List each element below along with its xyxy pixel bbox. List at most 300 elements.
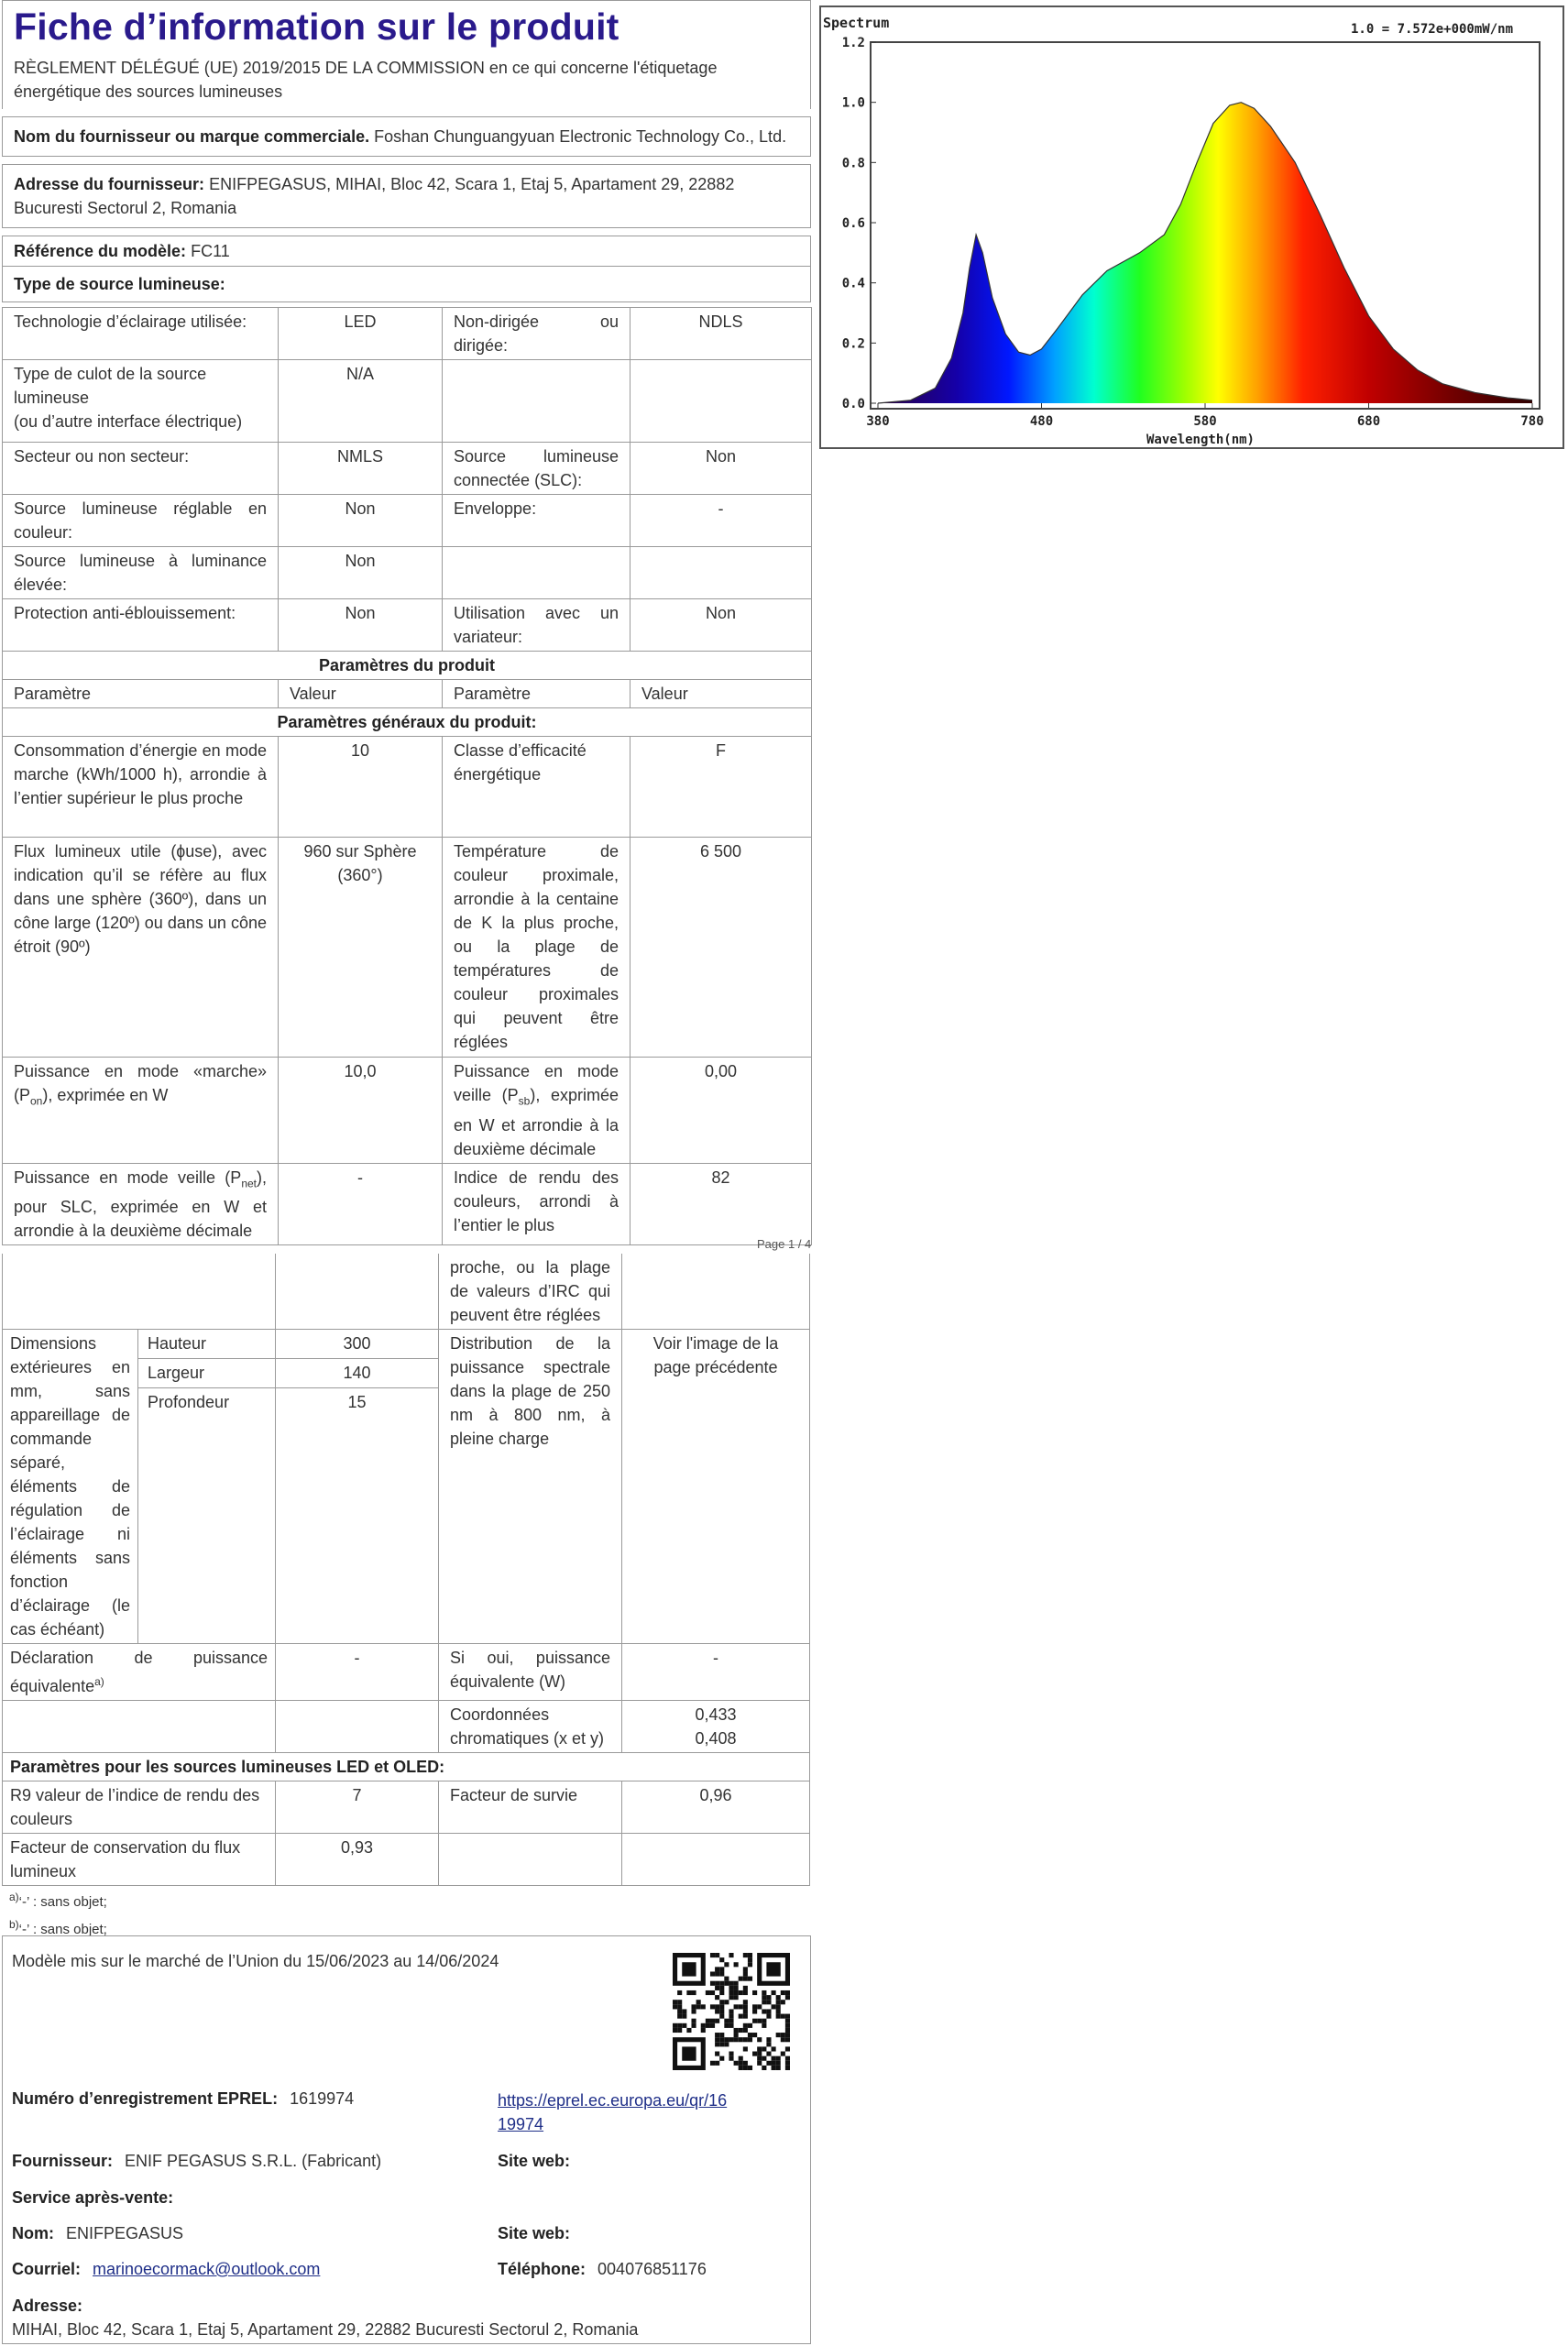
y-tick-label: 0.6 [841,216,865,231]
model-row [2,236,811,267]
table-cell: Enveloppe: [443,495,630,547]
qr-module [772,2066,776,2070]
qr-module [682,2023,686,2028]
table-cell: Dimensions extérieures en mm, sans appareillage de commande séparé, éléments de régulation de l’éclairage ni éléments sans fonction d’éclairage (le cas échéant) [3,1330,138,1644]
qr-module [781,2000,785,2004]
address-label: Adresse du fournisseur: [14,175,205,193]
qr-module [710,2061,715,2066]
qr-module [748,2033,752,2037]
equiv-label: Déclaration de puissance équivalente [10,1649,268,1695]
qr-module [691,2009,696,2013]
table-cell: 140 [276,1359,439,1388]
table-cell [622,1254,810,1330]
column-header: Valeur [630,680,812,708]
qr-module [739,1990,743,1995]
psb-sub: sb [518,1094,531,1108]
table-cell: Utilisation avec un variateur: [443,599,630,652]
name-value: ENIFPEGASUS [66,2224,184,2242]
table-cell: Distribution de la puissance spectrale dans la plage de 250 nm à 800 nm, à pleine charge [439,1330,622,1644]
regulation-text: RÈGLEMENT DÉLÉGUÉ (UE) 2019/2015 DE LA COMMISSION en ce qui concerne l'étiquetage énergétique des sources lumineuses [14,59,718,101]
qr-module [724,1977,729,1981]
qr-module [776,2009,781,2013]
website2-label [498,2221,570,2245]
led-params-heading: Paramètres pour les sources lumineuses LED et OLED: [3,1753,810,1781]
params-heading: Paramètres du produit [3,652,812,680]
qr-module [719,1967,724,1971]
qr-module [781,2052,785,2056]
qr-module [739,2061,743,2066]
table-row [3,652,812,680]
qr-module [706,2023,710,2028]
footnotes [2,1886,809,1941]
qr-module [715,1981,719,1986]
table-cell: proche, ou la plage de valeurs d’IRC qui peuvent être réglées [439,1254,622,1330]
qr-module [766,1995,771,2000]
table-row [3,708,812,737]
y-tick-label: 0.4 [841,276,865,291]
title-block [2,0,811,109]
table-cell: Température de couleur proximale, arrondie à la centaine de K la plus proche, ou la plage de températures de couleur proximales qui peuvent être réglées [443,838,630,1058]
supplier-row [12,2149,381,2173]
table-cell: - [276,1644,439,1701]
service-label-text: Service après-vente: [12,2188,174,2207]
qr-module [715,2061,719,2066]
table-row [3,1163,812,1245]
qr-module [766,2009,771,2013]
qr-module [719,2004,724,2009]
table-cell: Classe d’efficacité énergétique [443,737,630,838]
qr-module [734,2028,739,2033]
address-label-text: Adresse: [12,2297,83,2315]
qr-module [706,1990,710,1995]
table-cell: - [622,1644,810,1701]
qr-module [734,2033,739,2037]
footnote-b-sup: b) [9,1918,19,1931]
qr-module [677,2000,682,2004]
qr-module [752,2033,757,2037]
qr-module [743,1986,748,1990]
qr-module [776,2066,781,2070]
qr-module [743,2009,748,2013]
qr-module [715,1953,719,1957]
qr-module [739,2037,743,2042]
qr-module [719,1990,724,1995]
x-tick-label: 780 [1520,414,1544,429]
qr-module [686,1990,691,1995]
table-cell: 15 [276,1388,439,1644]
phone-row [498,2257,707,2281]
qr-module [715,1995,719,2000]
supplier-label: Fournisseur: [12,2152,114,2170]
qr-module [673,2028,677,2033]
qr-module [710,1971,715,1976]
qr-module [706,2019,710,2023]
product-information-sheet [2,0,811,1245]
qr-module [677,1990,682,1995]
qr-module [776,1995,781,2000]
table-cell: - [630,495,812,547]
qr-module [710,1990,715,1995]
table-cell [3,1701,276,1753]
cap-type-label: Type de culot de la source lumineuse [14,365,207,407]
pon-label-b: ), exprimée en W [42,1086,169,1104]
email-link[interactable]: marinoecormack@outlook.com [93,2260,321,2278]
eprel-value: 1619974 [290,2089,355,2108]
qr-module [729,2023,733,2028]
qr-module [772,2004,776,2009]
table-cell: Flux lumineux utile (ɸuse), avec indication qu’il se réfère au flux dans une sphère (360º), dans un cône large (120º) ou dans un cône étroit (90º) [3,838,279,1058]
qr-module [715,2004,719,2009]
table-cell: Facteur de conservation du flux lumineux [3,1834,276,1886]
supplier-label: Nom du fournisseur ou marque commerciale. [14,127,370,146]
qr-module [701,2028,706,2033]
model-label: Référence du modèle: [14,242,187,260]
qr-module [729,1995,733,2000]
qr-module [734,2004,739,2009]
qr-module [776,2061,781,2066]
y-tick-label: 1.2 [841,36,865,50]
website-label-text: Site web: [498,2152,571,2170]
table-cell: - [279,1163,443,1245]
qr-module [757,2004,762,2009]
table-cell: Protection anti-éblouissement: [3,599,279,652]
table-row [3,1330,810,1359]
table-cell: LED [279,308,443,360]
table-cell [443,360,630,443]
table-cell: 0,93 [276,1834,439,1886]
page-title: Fiche d’information sur le produit [14,5,620,48]
qr-module [729,2014,733,2019]
qr-module [772,2061,776,2066]
qr-module [724,2037,729,2042]
qr-module [781,2014,785,2019]
cap-type-label-2: (ou d’autre interface électrique) [14,412,243,431]
name-row [12,2221,183,2245]
chroma-x: 0,433 [695,1705,737,1724]
table-row [3,308,812,360]
qr-module [729,2019,733,2023]
table-row [3,737,812,838]
x-tick-label: 680 [1356,414,1381,429]
qr-module [710,2004,715,2009]
qr-module [724,2019,729,2023]
address-label [12,2294,82,2318]
qr-module [748,2037,752,2042]
qr-module [785,2061,790,2066]
equiv-sup: a) [94,1675,104,1688]
qr-module [743,1971,748,1976]
qr-module [696,2000,701,2004]
qr-module [691,2023,696,2028]
table-cell [276,1701,439,1753]
qr-module [710,1981,715,1986]
qr-module [776,2033,781,2037]
eprel-link[interactable] [498,2088,727,2136]
footnote-a-text: ‘-’ : sans objet; [18,1894,107,1910]
qr-module [762,2000,766,2004]
qr-finder [766,1962,780,1976]
email-label: Courriel: [12,2260,82,2278]
table-row [3,1701,810,1753]
table-cell [3,360,279,443]
qr-module [743,2014,748,2019]
qr-module [715,2033,719,2037]
pnet-label: Puissance en mode veille (P [14,1168,242,1187]
qr-module [757,2046,762,2051]
qr-module [743,2046,748,2051]
table-cell: N/A [279,360,443,443]
qr-module [696,2004,701,2009]
address-value: ENIFPEGASUS, MIHAI, Bloc 42, Scara 1, Etaj 5, Apartament 29, 22882 Bucuresti Sectorul 2, Romania [14,175,735,217]
table-cell: 0,96 [622,1781,810,1834]
column-header: Paramètre [3,680,279,708]
supplier-value: ENIF PEGASUS S.R.L. (Fabricant) [125,2152,382,2170]
qr-module [748,1962,752,1967]
y-tick-label: 0.8 [841,156,865,171]
qr-module [715,1986,719,1990]
qr-module [734,1990,739,1995]
table-cell: Source lumineuse connectée (SLC): [443,443,630,495]
qr-module [724,1962,729,1967]
chroma-y: 0,408 [695,1729,737,1748]
qr-module [719,2056,724,2061]
table-cell: Facteur de survie [439,1781,622,1834]
qr-module [766,2000,771,2004]
qr-module [781,2037,785,2042]
eprel-link-line-2[interactable]: 19974 [498,2115,544,2133]
address-value: MIHAI, Bloc 42, Scara 1, Etaj 5, Apartament 29, 22882 Bucuresti Sectorul 2, Romania [12,2320,639,2339]
qr-module [748,1977,752,1981]
qr-module [729,1981,733,1986]
qr-module [762,2023,766,2028]
qr-module [729,1986,733,1990]
qr-module [743,2000,748,2004]
pon-label: Puissance en mode «marche» (P [14,1062,267,1104]
qr-module [677,2028,682,2033]
qr-module [762,2009,766,2013]
x-tick-label: 380 [866,414,890,429]
table-cell [439,1834,622,1886]
qr-module [743,2066,748,2070]
table-cell: 960 sur Sphère (360°) [279,838,443,1058]
qr-module [762,2019,766,2023]
qr-module [701,2004,706,2009]
qr-module [743,2023,748,2028]
qr-module [743,1953,748,1957]
qr-module [734,1981,739,1986]
qr-module [715,2019,719,2023]
qr-module [691,2019,696,2023]
table-cell: 0,00 [630,1058,812,1164]
pon-sub: on [30,1094,43,1108]
qr-module [715,2009,719,2013]
qr-module [715,2037,719,2042]
footnote-b-text: ‘-’ : sans objet; [18,1922,107,1937]
table-cell: Non [630,599,812,652]
qr-module [772,2046,776,2051]
qr-module [677,2009,682,2013]
psb-label-b: ), exprimée en W et arrondie à la deuxième décimale [454,1086,619,1158]
table-row [3,1781,810,1834]
qr-module [719,1981,724,1986]
qr-module [785,1995,790,2000]
qr-module [677,2004,682,2009]
qr-module [682,2014,686,2019]
x-tick-label: 580 [1193,414,1217,429]
table-cell: 7 [276,1781,439,1834]
psb-label: Puissance en mode veille (P [454,1062,619,1104]
qr-module [724,2023,729,2028]
pnet-label-b: ), pour SLC, exprimée en W et arrondie à la deuxième décimale [14,1168,267,1241]
footnote-a-sup: a) [9,1891,19,1903]
qr-module [673,2004,677,2009]
qr-module [785,2028,790,2033]
qr-module [762,2046,766,2051]
table-cell: Consommation d’énergie en mode marche (kWh/1000 h), arrondie à l’entier supérieur le plus proche [3,737,279,838]
table-cell: Largeur [138,1359,276,1388]
eprel-link-line-1[interactable]: https://eprel.ec.europa.eu/qr/16 [498,2091,728,2110]
table-cell [3,1163,279,1245]
table-cell: Hauteur [138,1330,276,1359]
qr-module [785,2019,790,2023]
address-row [2,164,811,228]
qr-module [785,1990,790,1995]
qr-module [776,2000,781,2004]
table-row [3,547,812,599]
qr-module [719,2000,724,2004]
qr-module [785,2066,790,2070]
table-cell: Technologie d’éclairage utilisée: [3,308,279,360]
qr-module [715,2042,719,2046]
qr-module [729,2052,733,2056]
service-label [12,2186,173,2209]
qr-module [729,1990,733,1995]
table-row [3,680,812,708]
qr-module [739,2056,743,2061]
source-type-label: Type de source lumineuse: [14,275,225,293]
source-type-row [2,267,811,302]
table-cell [622,1834,810,1886]
qr-module [762,1990,766,1995]
table-row [3,1058,812,1164]
qr-module [734,1995,739,2000]
qr-module [752,2019,757,2023]
table-cell [622,1701,810,1753]
qr-module [715,2052,719,2056]
qr-module [739,2066,743,2070]
qr-module [701,2023,706,2028]
qr-module [766,2014,771,2019]
table-cell: 82 [630,1163,812,1245]
qr-module [682,2009,686,2013]
qr-module [729,2009,733,2013]
qr-module [686,2028,691,2033]
qr-module [677,2023,682,2028]
qr-module [748,1957,752,1962]
qr-module [734,1986,739,1990]
table-cell: 300 [276,1330,439,1359]
qr-module [739,1977,743,1981]
qr-module [785,2046,790,2051]
qr-module [739,2014,743,2019]
qr-module [776,2056,781,2061]
qr-module [734,1962,739,1967]
spectrum-svg [819,5,1564,449]
scale-note: 1.0 = 7.572e+000mW/nm [1351,22,1514,37]
qr-module [719,2009,724,2013]
source-type-table [2,307,812,1245]
qr-module [691,1990,696,1995]
qr-finder [682,1962,696,1976]
table-row [3,443,812,495]
supplier-row [2,116,811,157]
table-cell: Source lumineuse réglable en couleur: [3,495,279,547]
qr-module [719,2033,724,2037]
qr-module [724,1981,729,1986]
qr-module [785,2056,790,2061]
qr-module [729,2037,733,2042]
qr-module [743,2037,748,2042]
table-cell: Non [279,599,443,652]
supplier-value: Foshan Chunguangyuan Electronic Technology Co., Ltd. [374,127,787,146]
pnet-sub: net [241,1177,257,1190]
table-cell: Non [279,547,443,599]
qr-module [752,2009,757,2013]
table-cell [630,360,812,443]
table-cell: Non-dirigée ou dirigée: [443,308,630,360]
qr-module [724,2000,729,2004]
qr-module [772,2056,776,2061]
qr-module [748,2066,752,2070]
table-cell: Secteur ou non secteur: [3,443,279,495]
qr-module [757,2019,762,2023]
qr-module [673,2023,677,2028]
table-cell [3,1058,279,1164]
website2-label-text: Site web: [498,2224,571,2242]
column-header: Paramètre [443,680,630,708]
qr-module [743,2004,748,2009]
qr-module [748,1953,752,1957]
qr-module [691,2004,696,2009]
qr-module [776,2004,781,2009]
qr-module [743,1967,748,1971]
qr-module [757,2052,762,2056]
qr-module [719,2037,724,2042]
qr-module [729,2056,733,2061]
qr-module [757,2056,762,2061]
table-row [3,495,812,547]
qr-module [673,2000,677,2004]
qr-module [743,1977,748,1981]
qr-module [719,2014,724,2019]
table-cell: 10 [279,737,443,838]
qr-module [766,2037,771,2042]
general-params-heading: Paramètres généraux du produit: [3,708,812,737]
qr-code-icon[interactable] [673,1953,790,2070]
table-cell: Si oui, puissance équivalente (W) [439,1644,622,1701]
qr-module [785,2014,790,2019]
qr-module [710,2023,715,2028]
table-row [3,1644,810,1701]
y-tick-label: 0.0 [841,397,865,411]
qr-module [772,1990,776,1995]
table-cell [443,1058,630,1164]
qr-module [719,1957,724,1962]
qr-module [757,2037,762,2042]
qr-module [719,1986,724,1990]
qr-module [762,1995,766,2000]
y-tick-label: 0.2 [841,336,865,352]
